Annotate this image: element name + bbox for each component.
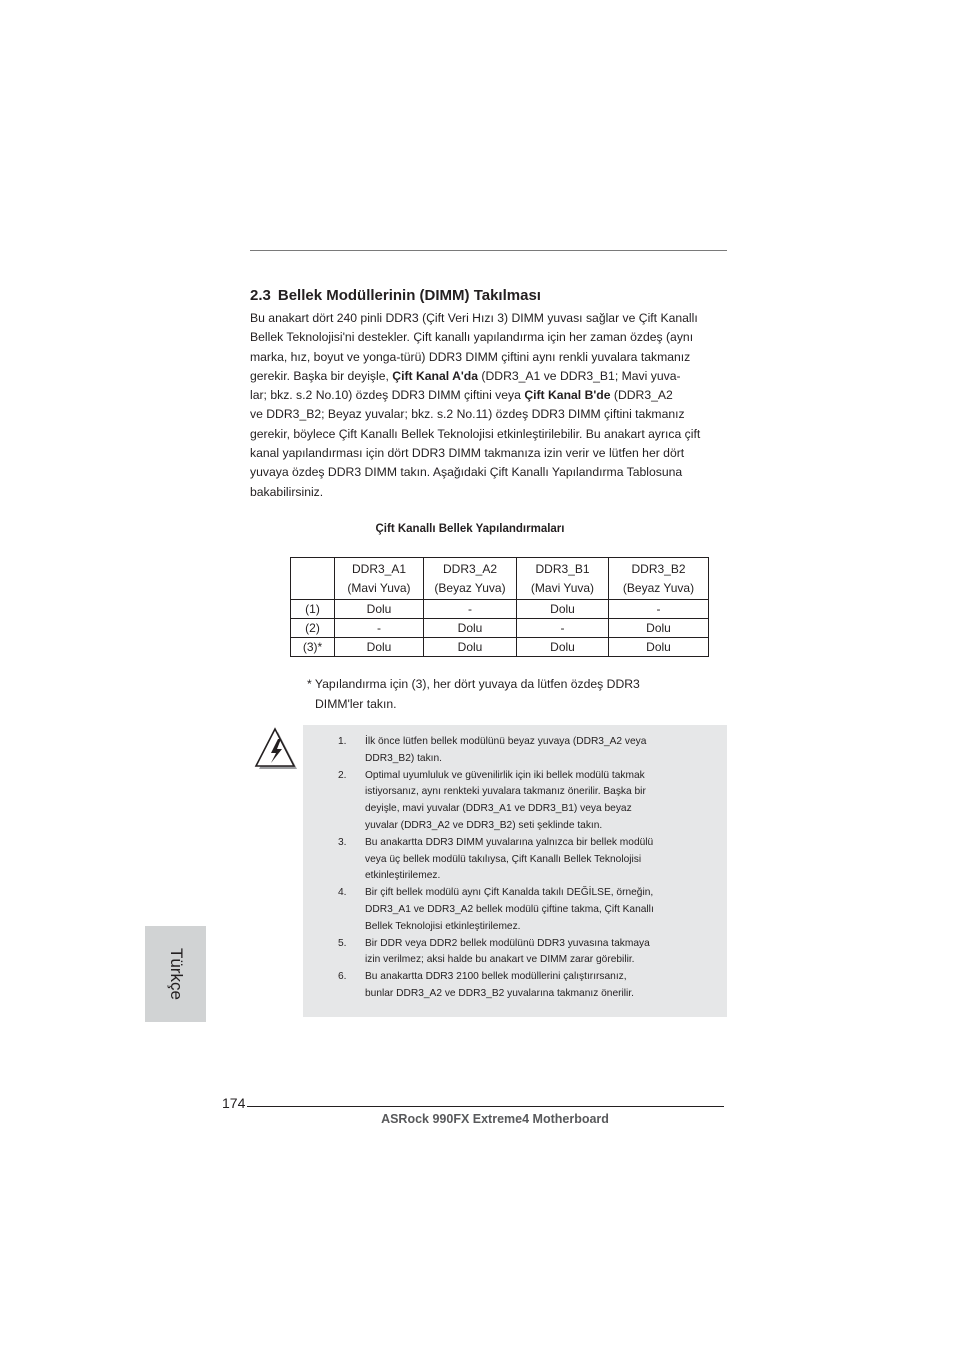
column-header-ddr3-b1: DDR3_B1 (Mavi Yuva) [517,558,609,600]
note-line: istiyorsanız, aynı renkteki yuvalara takmanız önerilir. Başka bir [365,786,646,798]
body-run: yuvaya özdeş DDR3 DIMM takın. Aşağıdaki Çift Kanallı Yapılandırma Tablosuna [250,465,683,480]
body-bold-run: Çift Kanal B'de [524,388,611,403]
page-number: 174 [222,1095,246,1111]
note-item [338,734,654,768]
body-paragraph [250,309,730,502]
warning-notes-list [338,734,654,1003]
table-cell: Dolu [424,619,517,638]
column-header-ddr3-a1: DDR3_A1 (Mavi Yuva) [335,558,424,600]
column-header-ddr3-b2: DDR3_B2 (Beyaz Yuva) [609,558,709,600]
body-run: gerekir. Başka bir deyişle, [250,368,393,383]
note-number: 3. [338,836,347,848]
table-corner-cell [291,558,335,600]
body-run: ve DDR3_B2; Beyaz yuvalar; bkz. s.2 No.11) özdeş DDR3 DIMM çiftini takmanız [250,407,685,422]
table-cell: Dolu [517,600,609,619]
table-cell: Dolu [335,638,424,657]
body-line [250,463,730,482]
table-header-row [291,558,709,600]
section-number: 2.3 [250,287,271,304]
body-run: bakabilirsiniz. [250,484,324,499]
note-item [338,835,654,885]
dimm-config-table [290,557,709,657]
footer-brand: ASRock 990FX Extreme4 Motherboard [381,1112,609,1126]
column-header-ddr3-a2: DDR3_A2 (Beyaz Yuva) [424,558,517,600]
body-run: lar; bkz. s.2 No.10) özdeş DDR3 DIMM çiftini veya [250,388,525,403]
body-line [250,425,730,444]
note-number: 1. [338,736,347,747]
table-cell: Dolu [517,638,609,657]
top-divider [250,250,727,251]
table-cell: Dolu [609,638,709,657]
body-run: (DDR3_A1 ve DDR3_B1; Mavi yuva- [478,368,681,383]
note-line: Bu anakartta DDR3 2100 bellek modüllerini çalıştırırsanız, [365,971,627,983]
body-line [250,444,730,463]
note-line: Bellek Teknolojisi etkinleştirilemez. [365,920,521,932]
note-line: DDR3_B2) takın. [365,752,443,764]
row-label: (1) [291,600,335,619]
footnote-line: DIMM'ler takın. [315,696,397,711]
table-cell: Dolu [424,638,517,657]
body-run: marka, hız, boyut ve yonga-türü) DDR3 DIMM çiftini aynı renkli yuvalara takmanız [250,349,691,364]
body-run: kanal yapılandırması için dört DDR3 DIMM takmanıza izin verir ve lütfen her dört [250,446,685,461]
body-line [250,328,730,347]
table-cell: Dolu [335,600,424,619]
body-run: gerekir, böylece Çift Kanallı Bellek Teknolojisi etkinleştirilebilir. Bu anakart ayrıca çift [250,426,701,441]
language-label: Türkçe [166,948,186,1000]
body-run: Bellek Teknolojisi'ni destekler. Çift kanallı yapılandırma için her zaman özdeş (aynı [250,330,694,345]
table-cell: - [424,600,517,619]
body-line [250,405,730,424]
table-row [291,638,709,657]
note-line: İlk önce lütfen bellek modülünü beyaz yuvaya (DDR3_A2 veya [365,736,647,747]
note-item [338,936,654,970]
note-line: Bu anakartta DDR3 DIMM yuvalarına yalnızca bir bellek modülü [365,836,654,848]
note-line: etkinleştirilemez. [365,870,441,882]
note-item [338,885,654,935]
warning-triangle-icon [254,727,298,771]
note-number: 4. [338,887,347,899]
note-line: bunlar DDR3_A2 ve DDR3_B2 yuvalarına takmanız önerilir. [365,987,634,999]
body-line [250,309,730,328]
body-run: Bu anakart dört 240 pinli DDR3 (Çift Veri Hızı 3) DIMM yuvası sağlar ve Çift Kanallı [250,311,698,325]
table-cell: - [335,619,424,638]
note-line: Optimal uyumluluk ve güvenilirlik için iki bellek modülü takmak [365,769,645,781]
section-title: Bellek Modüllerinin (DIMM) Takılması [277,287,541,304]
footer-divider [247,1106,724,1107]
note-item [338,768,654,835]
body-line [250,348,730,367]
note-item [338,969,654,1003]
table-cell: - [609,600,709,619]
note-number: 6. [338,971,347,983]
row-label: (2) [291,619,335,638]
note-number: 2. [338,769,347,781]
table-row [291,600,709,619]
note-line: Bir çift bellek modülü aynı Çift Kanalda takılı DEĞİLSE, örneğin, [365,887,654,899]
note-number: 5. [338,937,347,949]
footnote-line: * Yapılandırma için (3), her dört yuvaya da lütfen özdeş DDR3 [307,677,640,691]
note-line: deyişle, mavi yuvalar (DDR3_A1 ve DDR3_B1) veya beyaz [365,803,632,815]
table-row [291,619,709,638]
body-bold-run: Çift Kanal A'da [392,368,479,383]
note-line: izin verilmez; aksi halde bu anakart ve DIMM zarar görebilir. [365,954,635,966]
table-title: Çift Kanallı Bellek Yapılandırmaları [375,523,565,535]
note-line: yuvalar (DDR3_A2 ve DDR3_B2) seti şeklinde takın. [365,819,603,831]
body-run: (DDR3_A2 [610,388,673,403]
table-cell: Dolu [609,619,709,638]
row-label: (3)* [291,638,335,657]
note-line: Bir DDR veya DDR2 bellek modülünü DDR3 yuvasına takmaya [365,937,650,949]
body-line [250,367,730,386]
body-line [250,386,730,405]
note-line: veya üç bellek modülü takılıysa, Çift Kanallı Bellek Teknolojisi [365,853,642,865]
body-line [250,483,730,502]
table-footnote [307,675,640,714]
table-cell: - [517,619,609,638]
language-side-tab [145,926,206,1022]
note-line: DDR3_A1 ve DDR3_A2 bellek modülü çiftine takma, Çift Kanallı [365,903,654,915]
section-heading [250,287,541,304]
